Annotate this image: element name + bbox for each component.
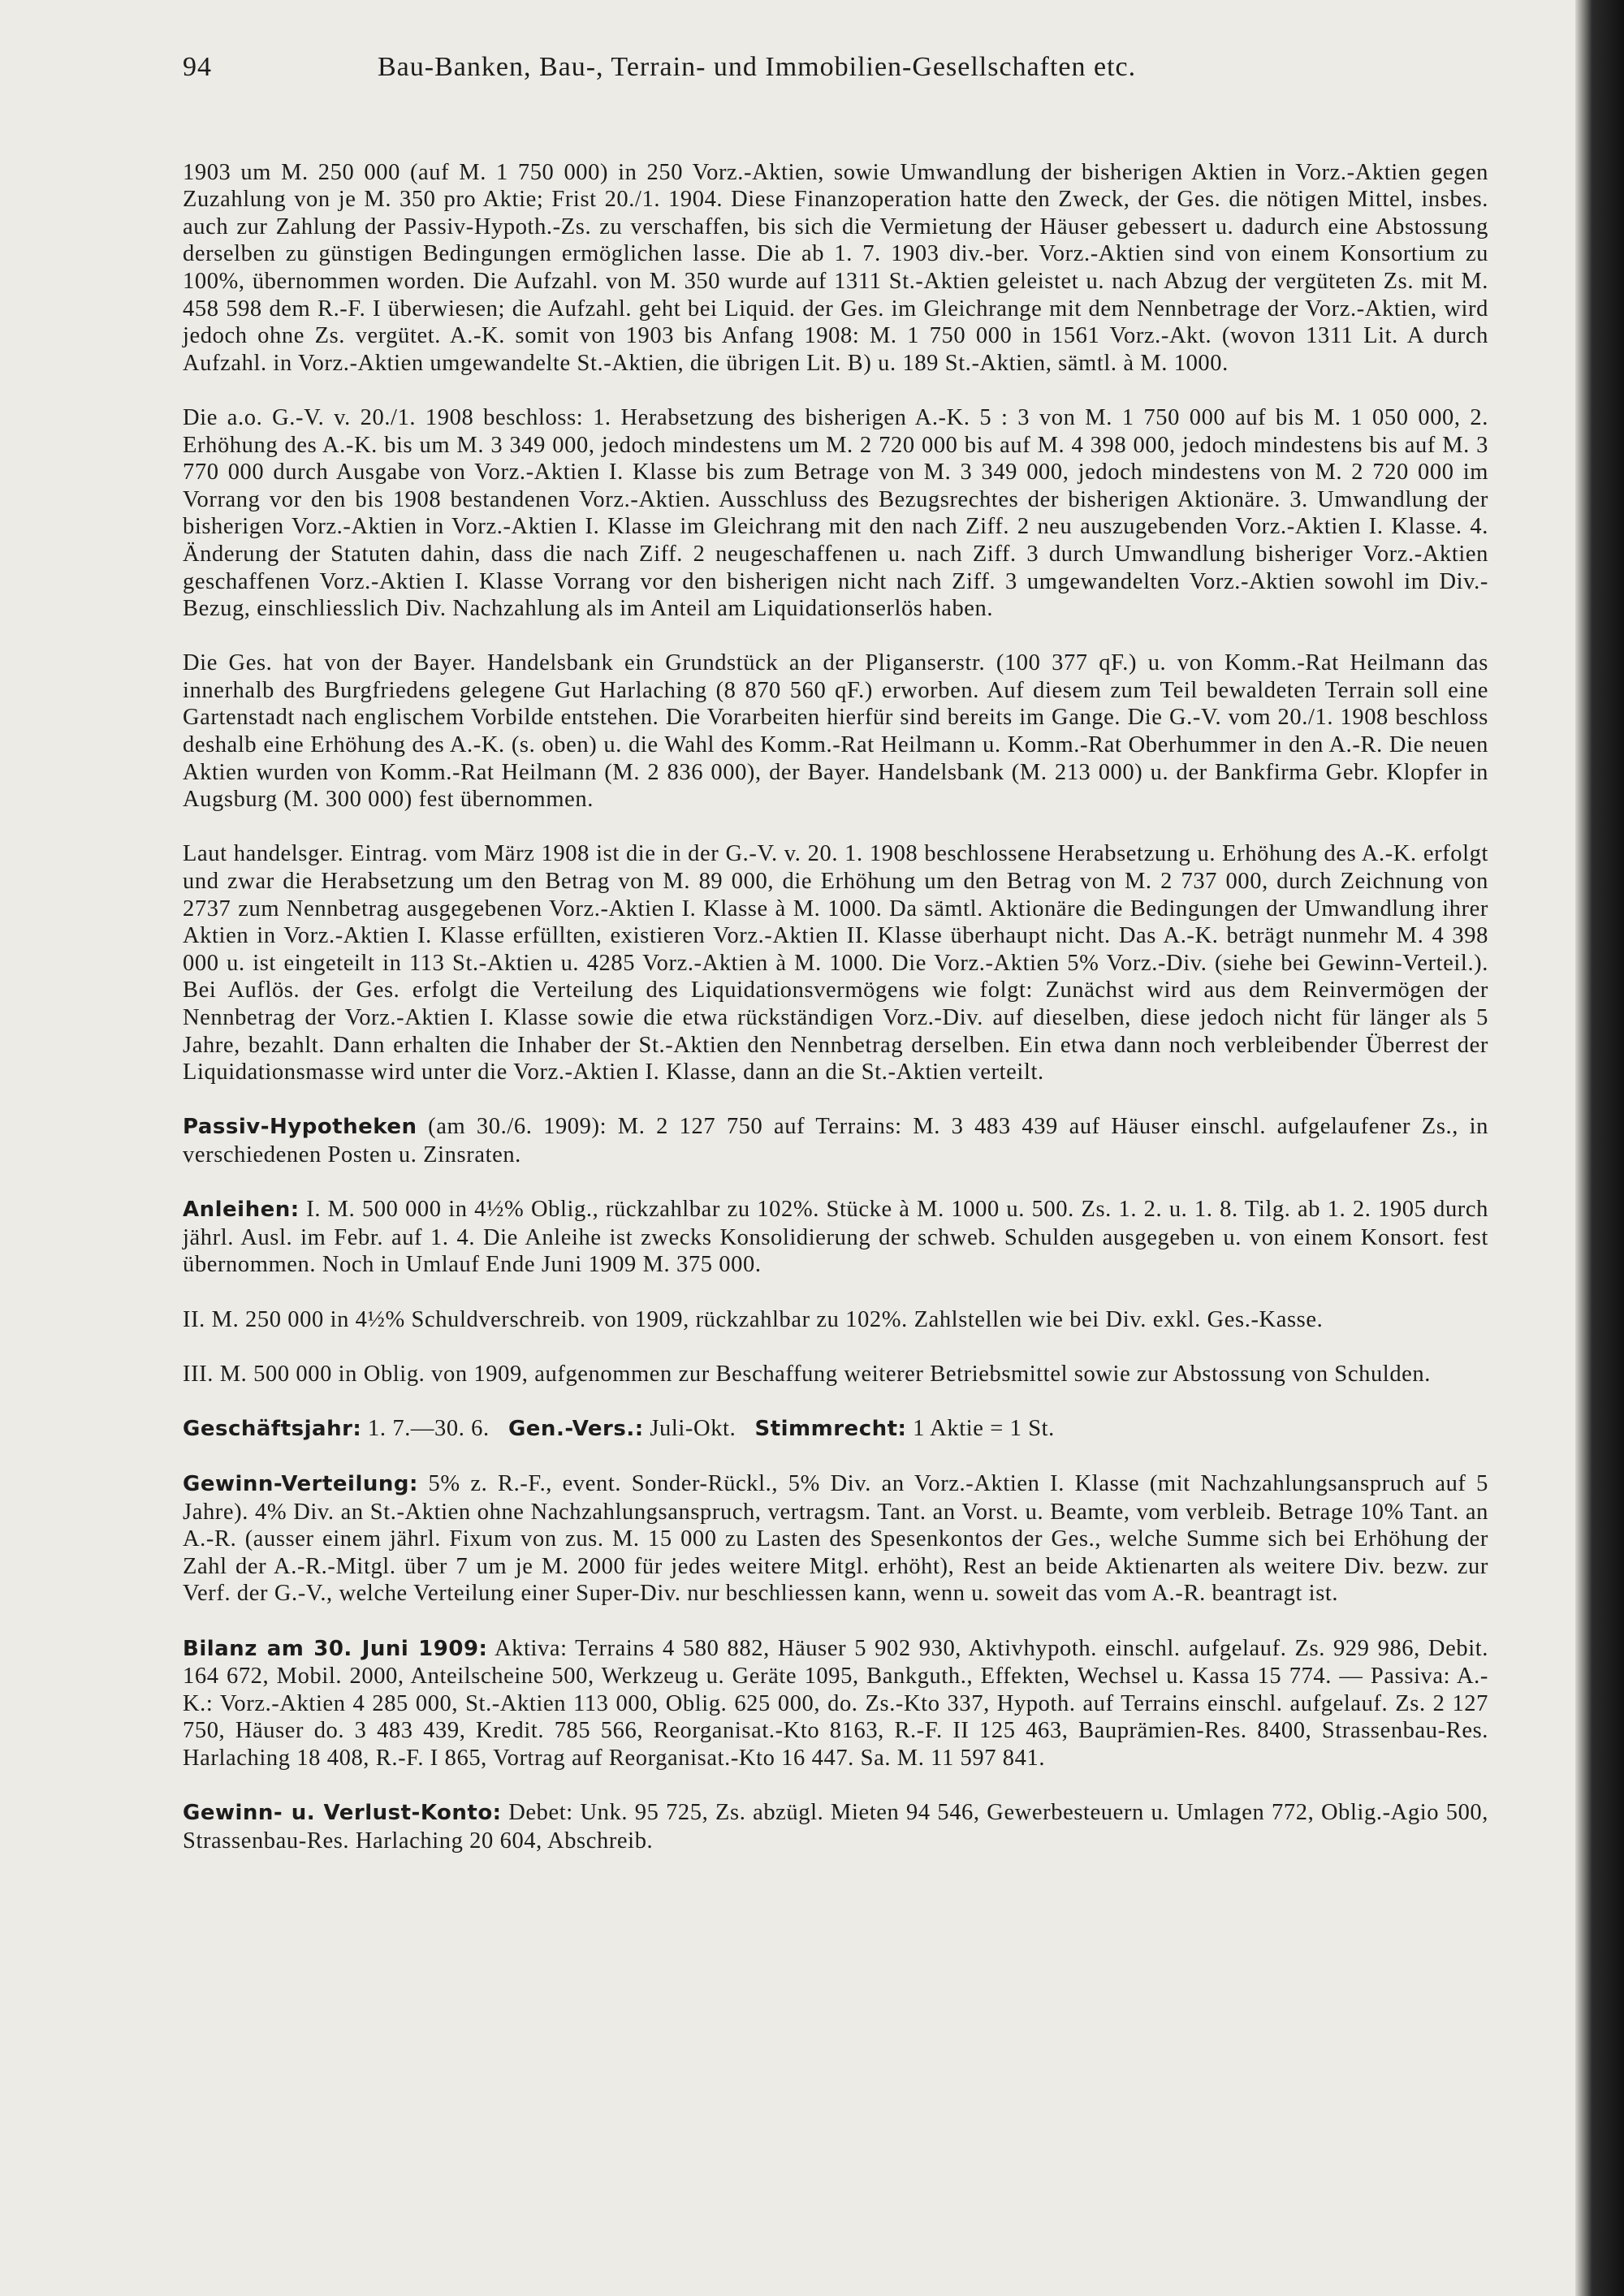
paragraph-anleihe-ii [183,1279,1488,1333]
section-gewinn-verlust-konto [183,1772,1488,1855]
paragraph-text: Laut handelsger. Eintrag. vom März 1908 ist die in der G.-V. v. 20. 1. 1908 beschlossene Herabsetzung u. Erhöhung des A.-K. erfolgt und zwar die Herabsetzung um den Betrag von M. 89 000, die Erhöhung um den Betrag von M. 2 737 000, durch Zeichnung von 2737 zum Nennbetrag ausgegebenen Vorz.-Aktien I. Klasse à M. 1000. Da sämtl. Aktionäre die Bedingungen der Umwandlung ihrer Aktien in Vorz.-Aktien I. Klasse erfüllten, existieren Vorz.-Aktien II. Klasse überhaupt nicht. Das A.-K. beträgt nunmehr M. 4 398 000 u. ist eingeteilt in 113 St.-Aktien u. 4285 Vorz.-Aktien à M. 1000. Die Vorz.-Aktien 5% Vorz.-Div. (siehe bei Gewinn-Verteil.). Bei Auflös. der Ges. erfolgt die Verteilung des Liquidationsvermögens wie folgt: Zunächst wird aus dem Reinvermögen der Nennbetrag der Vorz.-Aktien I. Klasse sowie die etwa rückständigen Vorz.-Div. auf dieselben, diese jedoch nicht für länger als 5 Jahre, bezahlt. Dann erhalten die Inhaber der St.-Aktien den Nennbetrag derselben. Ein etwa dann noch verbleibender Überrest der Liquidationsmasse wird unter die Vorz.-Aktien I. Klasse, dann an die St.-Aktien verteilt. [183,841,1488,1085]
section-text: Juli-Okt. [643,1415,736,1441]
paragraph-land-acquisition [183,623,1488,814]
section-bilanz [183,1608,1488,1772]
paragraph-text: 1903 um M. 250 000 (auf M. 1 750 000) in 250 Vorz.-Aktien, sowie Umwandlung der bisherigen Aktien in Vorz.-Aktien gegen Zuzahlung von je M. 350 pro Aktie; Frist 20./1. 1904. Diese Finanzoperation hatte den Zweck, der Ges. die nötigen Mittel, insbes. auch zur Zahlung der Passiv-Hypoth.-Zs. zu verschaffen, bis sich die Vermietung der Häuser gebessert u. dadurch eine Abstossung derselben zu günstigen Bedingungen ermöglichen lasse. Die ab 1. 7. 1903 div.-ber. Vorz.-Aktien sind von einem Konsortium zu 100%, übernommen worden. Die Aufzahl. von M. 350 wurde auf 1311 St.-Aktien geleistet u. nach Abzug der vergüteten Zs. mit M. 458 598 dem R.-F. I überwiesen; die Aufzahl. geht bei Liquid. der Ges. im Gleichrange mit dem Nennbetrage der Vorz.-Aktien, wird jedoch ohne Zs. vergütet. A.-K. somit von 1903 bis Anfang 1908: M. 1 750 000 in 1561 Vorz.-Akt. (wovon 1311 Lit. A durch Aufzahl. in Vorz.-Aktien umgewandelte St.-Aktien, die übrigen Lit. B) u. 189 St.-Aktien, sämtl. à M. 1000. [183,159,1488,376]
paragraph-anleihe-iii [183,1333,1488,1388]
section-passiv-hypotheken [183,1086,1488,1169]
section-heading: Anleihen: [183,1198,300,1223]
section-heading: Bilanz am 30. Juni 1909: [183,1636,488,1661]
page-edge-shadow [1575,0,1624,2296]
section-text: Debet: Unk. 95 725, Zs. abzügl. Mieten 94 546, Gewerbesteuern u. Umlagen 772, Oblig.-Agio 500, Strassenbau-Res. Harlaching 20 604, Abschreib. [183,1800,1488,1854]
section-heading: Gewinn- u. Verlust-Konto: [183,1801,502,1826]
section-text: Aktiva: Terrains 4 580 882, Häuser 5 902 930, Aktivhypoth. einschl. aufgelauf. Zs. 929 986, Debit. 164 672, Mobil. 2000, Anteilscheine 500, Werkzeug u. Geräte 1095, Bankguth., Effekten, Wechsel u. Kassa 15 774. — Passiva: A.-K.: Vorz.-Aktien 4 285 000, St.-Aktien 113 000, Oblig. 625 000, do. Zs.-Kto 337, Hypoth. auf Terrains einschl. aufgelauf. Zs. 2 127 750, Häuser do. 3 483 439, Kredit. 785 566, Reorganisat.-Kto 8163, R.-F. II 125 463, Bauprämien-Res. 8400, Strassenbau-Res. Harlaching 18 408, R.-F. I 865, Vortrag auf Reorganisat.-Kto 16 447. Sa. M. 11 597 841. [183,1635,1488,1772]
running-title: Bau-Banken, Bau-, Terrain- und Immobilien-Gesellschaften etc. [378,52,1137,82]
section-heading: Geschäftsjahr: [183,1416,362,1441]
paragraph-text: III. M. 500 000 in Oblig. von 1909, aufgenommen zur Beschaffung weiterer Betriebsmittel sowie zur Abstossung von Schulden. [183,1361,1431,1387]
section-gewinn-verteilung [183,1444,1488,1608]
section-text: 1. 7.—30. 6. [361,1415,490,1441]
section-text: 5% z. R.-F., event. Sonder-Rückl., 5% Div. an Vorz.-Aktien I. Klasse (mit Nachzahlungsanspruch auf 5 Jahre). 4% Div. an St.-Aktien ohne Nachzahlungsanspruch, vertragsm. Tant. an Vorst. u. Beamte, vom verbleib. Betrage 10% Tant. an A.-R. (ausser einem jährl. Fixum von zus. M. 15 000 zu Lasten des Spesenkontos der Ges., welche Summe sich bei Erhöhung der Zahl der A.-R.-Mitgl. über 7 um je M. 2000 für jedes weitere Mitgl. erhöht), Rest an beide Aktienarten als weitere Div. bezw. zur Verf. der G.-V., welche Verteilung einer Super-Div. nur beschliessen kann, wenn u. soweit das vom A.-R. beantragt ist. [183,1471,1488,1607]
section-heading: Stimmrecht: [754,1416,907,1441]
section-heading: Gewinn-Verteilung: [183,1472,418,1497]
section-geschaeftsjahr [183,1388,1488,1443]
paragraph-registry-entry [183,814,1488,1086]
paragraph-capital-1903 [183,132,1488,377]
body-text [183,132,1488,1854]
section-text: 1 Aktie = 1 St. [906,1415,1055,1441]
section-text: (am 30./6. 1909): M. 2 127 750 auf Terrains: M. 3 483 439 auf Häuser einschl. aufgelaufener Zs., in verschiedenen Posten u. Zinsraten. [183,1114,1488,1167]
paragraph-text: II. M. 250 000 in 4½% Schuldverschreib. von 1909, rückzahlbar zu 102%. Zahlstellen wie bei Div. exkl. Ges.-Kasse. [183,1306,1324,1332]
page-number: 94 [183,52,212,82]
section-anleihen [183,1169,1488,1279]
paragraph-text: Die Ges. hat von der Bayer. Handelsbank ein Grundstück an der Pliganserstr. (100 377 qF.) u. von Komm.-Rat Heilmann das innerhalb des Burgfriedens gelegene Gut Harlaching (8 870 560 qF.) erworben. Auf diesem zum Teil bewaldeten Terrain soll eine Gartenstadt nach englischem Vorbilde entstehen. Die Vorarbeiten hierfür sind bereits im Gange. Die G.-V. vom 20./1. 1908 beschloss deshalb eine Erhöhung des A.-K. (s. oben) u. die Wahl des Komm.-Rat Heilmann u. Komm.-Rat Oberhummer in den A.-R. Die neuen Aktien wurden von Komm.-Rat Heilmann (M. 2 836 000), der Bayer. Handelsbank (M. 213 000) u. der Bankfirma Gebr. Klopfer in Augsburg (M. 300 000) fest übernommen. [183,650,1488,813]
paragraph-gv-1908 [183,377,1488,622]
section-text: I. M. 500 000 in 4½% Oblig., rückzahlbar zu 102%. Stücke à M. 1000 u. 500. Zs. 1. 2. u. 1. 8. Tilg. ab 1. 2. 1905 durch jährl. Ausl. im Febr. auf 1. 4. Die Anleihe ist zwecks Konsolidierung der schweb. Schulden ausgegeben u. von einem Konsort. fest übernommen. Noch in Umlauf Ende Juni 1909 M. 375 000. [183,1197,1488,1278]
section-heading: Gen.-Vers.: [508,1416,644,1441]
section-heading: Passiv-Hypotheken [183,1115,417,1140]
paragraph-text: Die a.o. G.-V. v. 20./1. 1908 beschloss: 1. Herabsetzung des bisherigen A.-K. 5 : 3 von M. 1 750 000 auf bis M. 1 050 000, 2. Erhöhung des A.-K. bis um M. 3 349 000, jedoch mindestens um M. 2 720 000 bis auf M. 4 398 000, jedoch mindestens bis auf M. 3 770 000 durch Ausgabe von Vorz.-Aktien I. Klasse bis zum Betrage von M. 3 349 000, jedoch mindestens von M. 2 720 000 im Vorrang vor den bis 1908 bestandenen Vorz.-Aktien. Ausschluss des Bezugsrechtes der bisherigen Aktionäre. 3. Umwandlung der bisherigen Vorz.-Aktien in Vorz.-Aktien I. Klasse im Gleichrang mit den nach Ziff. 2 neu auszugebenden Vorz.-Aktien I. Klasse. 4. Änderung der Statuten dahin, dass die nach Ziff. 2 neugeschaffenen u. nach Ziff. 3 durch Umwandlung bisheriger Vorz.-Aktien geschaffenen Vorz.-Aktien I. Klasse Vorrang vor den bisherigen nicht nach Ziff. 3 umgewandelten Vorz.-Aktien sowohl im Div.-Bezug, einschliesslich Div. Nachzahlung als im Anteil am Liquidationserlös haben. [183,404,1488,622]
